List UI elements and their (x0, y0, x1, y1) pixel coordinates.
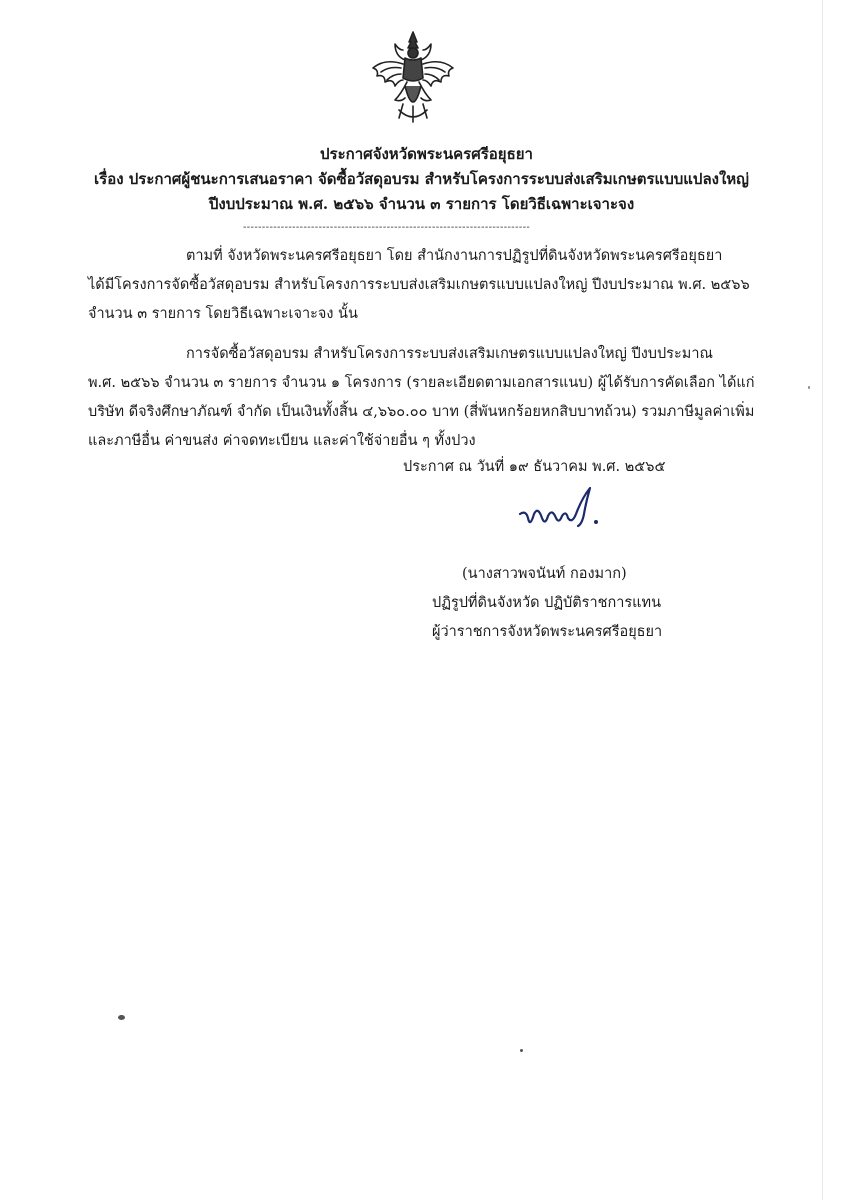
signer-position-cont: ผู้ว่าราชการจังหวัดพระนครศรีอยุธยา (432, 624, 663, 640)
garuda-emblem-icon (365, 28, 461, 126)
announcement-subject-cont: ปีงบประมาณ พ.ศ. ๒๕๖๖ จำนวน ๓ รายการ โดยวิธีเฉพาะเจาะจง (208, 195, 635, 213)
announce-date: ประกาศ ณ วันที่ ๑๙ ธันวาคม พ.ศ. ๒๕๖๕ (403, 459, 666, 475)
paragraph-line: ได้มีโครงการจัดซื้อวัสดุอบรม สำหรับโครงการระบบส่งเสริมเกษตรแบบแปลงใหญ่ ปีงบประมาณ พ.ศ. ๒๕๖๖ (88, 277, 750, 293)
paragraph-background (88, 242, 752, 329)
scan-speck (118, 1015, 125, 1020)
paragraph-line: พ.ศ. ๒๕๖๖ จำนวน ๓ รายการ จำนวน ๑ โครงการ (รายละเอียดตามเอกสารแนบ) ผู้ได้รับการคัดเลือก ได้แก่ (88, 375, 755, 391)
announcement-title: ประกาศจังหวัดพระนครศรีอยุธยา (320, 145, 533, 163)
announcement-header (0, 142, 843, 217)
signature-block (432, 560, 662, 647)
announcement-subject: เรื่อง ประกาศผู้ชนะการเสนอราคา จัดซื้อวัสดุอบรม สำหรับโครงการระบบส่งเสริมเกษตรแบบแปลงใหญ่ (94, 170, 749, 188)
paragraph-award (88, 340, 755, 456)
signer-name: (นางสาวพจนันท์ กองมาก) (462, 566, 627, 582)
paragraph-line: บริษัท ดีจริงศึกษาภัณฑ์ จำกัด เป็นเงินทั้งสิ้น ๔,๖๖๐.๐๐ บาท (สี่พันหกร้อยหกสิบบาทถ้วน) รวมภาษีมูลค่าเพิ่ม (88, 404, 755, 420)
scan-speck (520, 1049, 523, 1052)
paragraph-line: ตามที่ จังหวัดพระนครศรีอยุธยา โดย สำนักงานการปฏิรูปที่ดินจังหวัดพระนครศรีอยุธยา (186, 248, 723, 264)
signer-position: ปฏิรูปที่ดินจังหวัด ปฏิบัติราชการแทน (432, 595, 661, 611)
paragraph-line: และภาษีอื่น ค่าขนส่ง ค่าจดทะเบียน และค่าใช้จ่ายอื่น ๆ ทั้งปวง (88, 433, 476, 449)
paragraph-line: การจัดซื้อวัสดุอบรม สำหรับโครงการระบบส่งเสริมเกษตรแบบแปลงใหญ่ ปีงบประมาณ (186, 346, 713, 362)
divider-line: ---------------------------------------------------------------------------- (243, 222, 531, 233)
paragraph-line: จำนวน ๓ รายการ โดยวิธีเฉพาะเจาะจง นั้น (88, 306, 358, 322)
scan-speck (808, 386, 810, 389)
handwritten-signature (512, 484, 612, 544)
